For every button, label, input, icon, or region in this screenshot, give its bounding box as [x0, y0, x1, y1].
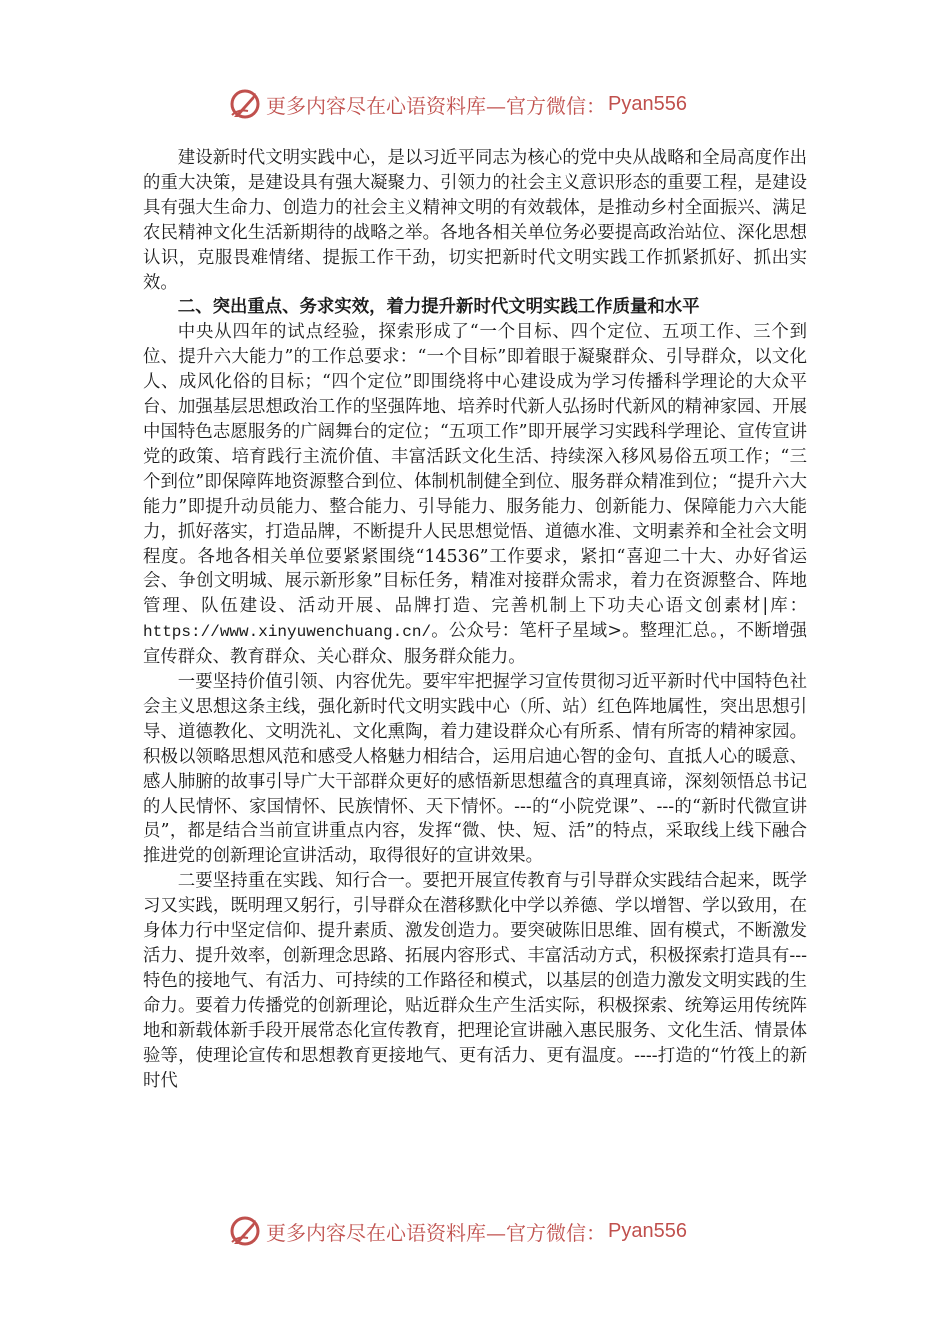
document-body [143, 146, 807, 1093]
footer-watermark-banner [228, 1214, 728, 1248]
paragraph-value-guidance: 一要坚持价值引领、内容优先。要牢牢把握学习宣传贯彻习近平新时代中国特色社会主义思想这条主线，强化新时代文明实践中心（所、站）红色阵地属性，突出思想引导、道德教化、文明洗礼、文化熏陶，着力建设群众心有所系、情有所寄的精神家园。积极以领略思想风范和感受人格魅力相结合，运用启迪心智的金句、直抵人心的暖意、感人肺腑的故事引导广大干部群众更好的感悟新思想蕴含的真理真谛，深刻领悟总书记的人民情怀、家国情怀、民族情怀、天下情怀。---的“小院党课”、---的“新时代微宣讲员”，都是结合当前宣讲重点内容，发挥“微、快、短、活”的特点，采取线上线下融合推进党的创新理论宣讲活动，取得很好的宣讲效果。 [143, 672, 807, 867]
banner-account: Pyan556 [608, 92, 687, 115]
paragraph-practice: 二要坚持重在实践、知行合一。要把开展宣传教育与引导群众实践结合起来，既学习又实践，既明理又躬行，引导群众在潜移默化中学以养德、学以增智、学以致用，在身体力行中坚定信仰、提升素质、激发创造力。要突破陈旧思维、固有模式，不断激发活力、提升效率，创新理念思路、拓展内容形式、丰富活动方式，积极探索打造具有---特色的接地气、有活力、可持续的工作路径和模式，以基层的创造力激发文明实践的生命力。要着力传播党的创新理论，贴近群众生产生活实际，积极探索、统筹运用传统阵地和新载体新手段开展常态化宣传教育，把理论宣讲融入惠民服务、文化生活、情景体验等，使理论宣传和思想教育更接地气、更有活力、更有温度。----打造的“竹筏上的新时代 [143, 871, 807, 1091]
header-watermark-banner [228, 87, 728, 121]
banner-text: 更多内容尽在心语资料库—官方微信： [266, 93, 606, 118]
section-heading: 二、突出重点、务求实效，着力提升新时代文明实践工作质量和水平 [177, 297, 700, 318]
pen-logo-icon [228, 1214, 262, 1248]
banner-text: 更多内容尽在心语资料库—官方微信： [266, 1220, 606, 1245]
paragraph-requirements [143, 320, 807, 670]
paragraph-requirements-text: 中央从四年的试点经验，探索形成了“一个目标、四个定位、五项工作、三个到位、提升六大能力”的工作总要求：“一个目标”即着眼于凝聚群众、引导群众，以文化人、成风化俗的目标；“四个定位”即围绕将中心建设成为学习传播科学理论的大众平台、加强基层思想政治工作的坚强阵地、培养时代新人弘扬时代新风的精神家园、开展中国特色志愿服务的广阔舞台的定位；“五项工作”即开展学习实践科学理论、宣传宣讲党的政策、培育践行主流价值、丰富活跃文化生活、持续深入移风易俗五项工作；“三个到位”即保障阵地资源整合到位、体制机制健全到位、服务群众精准到位；“提升六大能力”即提升动员能力、整合能力、引导能力、服务能力、创新能力、保障能力六大能力，抓好落实，打造品牌，不断提升人民思想觉悟、道德水准、文明素养和全社会文明程度。各地各相关单位要紧紧围绕“14536”工作要求，紧扣“喜迎二十大、办好省运会、争创文明城、展示新形象”目标任务，精准对接群众需求，着力在资源整合、阵地管理、队伍建设、活动开展、品牌打造、完善机制上下功夫心语文创素材|库： [143, 322, 807, 617]
source-url: https://www.xinyuwenchuang.cn/ [143, 623, 432, 642]
paragraph-requirements-tail: 。公众号：笔杆子星域>。整理汇总。，不断增强宣传群众、教育群众、关心群众、服务群众能力。 [143, 621, 807, 668]
paragraph-intro: 建设新时代文明实践中心，是以习近平同志为核心的党中央从战略和全局高度作出的重大决策，是建设具有强大凝聚力、引领力的社会主义意识形态的重要工程，是建设具有强大生命力、创造力的社会主义精神文明的有效载体，是推动乡村全面振兴、满足农民精神文化生活新期待的战略之举。各地各相关单位务必要提高政治站位、深化思想认识，克服畏难情绪、提振工作干劲，切实把新时代文明实践工作抓紧抓好、抓出实效。 [143, 148, 807, 293]
banner-account: Pyan556 [608, 1219, 687, 1242]
pen-logo-icon [228, 87, 262, 121]
